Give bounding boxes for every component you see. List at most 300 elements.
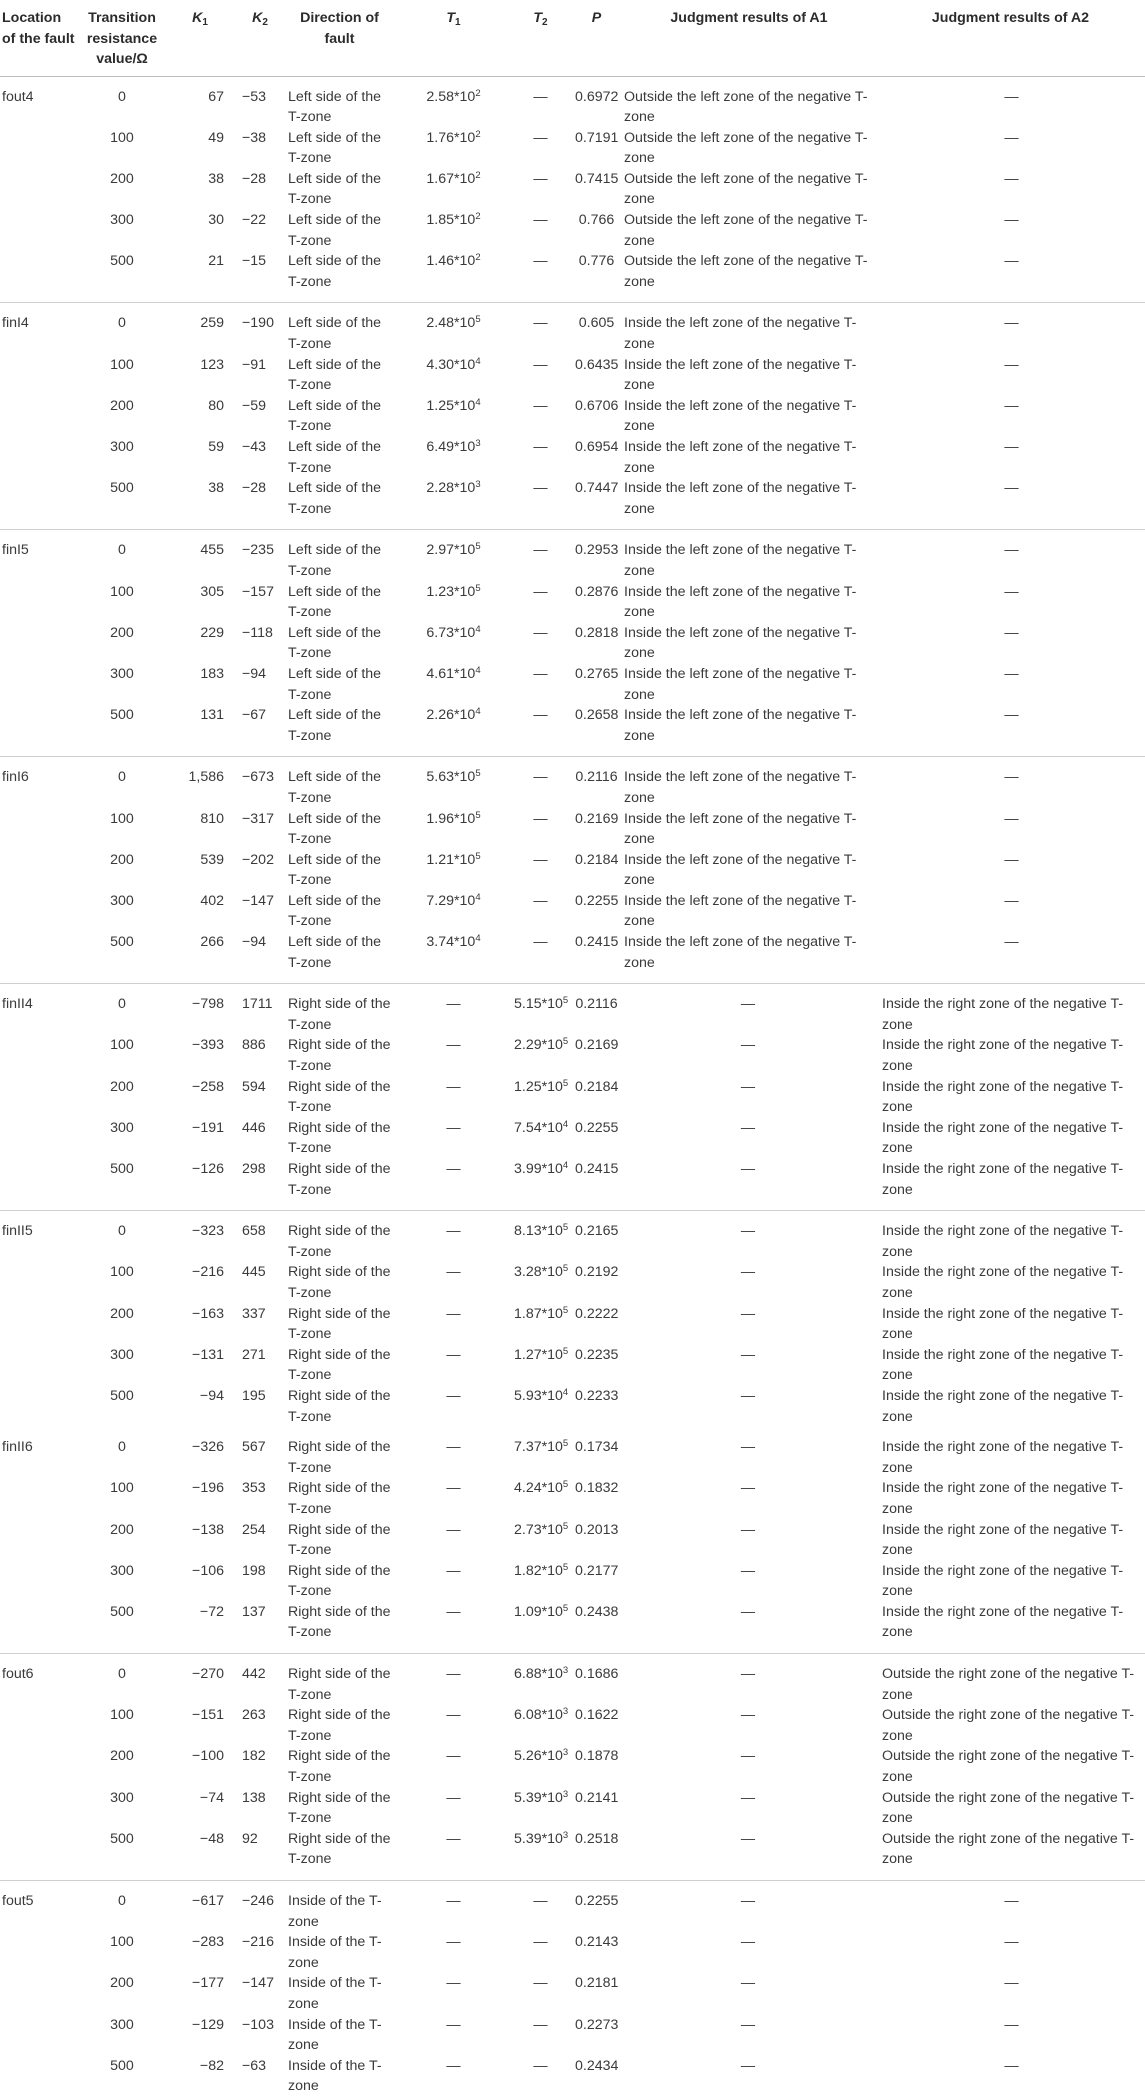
cell-t2: — xyxy=(533,892,548,909)
cell-judgment-a1: — xyxy=(622,1602,876,1654)
cell-t1: — xyxy=(446,1707,461,1724)
cell-transition-resistance: 300 xyxy=(110,1562,134,1579)
cell-judgment-a1: Inside the left zone of the negative T-zone xyxy=(624,665,857,703)
cell-transition-resistance: 100 xyxy=(110,810,134,827)
cell-judgment-a2: — xyxy=(1004,583,1019,600)
table-row xyxy=(0,1211,1145,1263)
cell-t1: — xyxy=(446,1480,461,1497)
cell-location xyxy=(0,437,82,478)
table-row xyxy=(0,251,1145,303)
cell-judgment-a1: Inside the left zone of the negative T-zone xyxy=(624,356,857,394)
cell-judgment-a1: Inside the left zone of the negative T-zone xyxy=(622,478,876,530)
table-row xyxy=(0,757,1145,809)
cell-direction: Inside of the T-zone xyxy=(288,1975,382,2012)
cell-k2: 658 xyxy=(242,1223,266,1240)
cell-p: 0.2116 xyxy=(575,769,618,786)
cell-p: 0.605 xyxy=(578,315,615,332)
cell-judgment-a1: — xyxy=(622,1829,876,1881)
cell-p: 0.7415 xyxy=(575,170,619,187)
cell-judgment-a1: Outside the left zone of the negative T-zone xyxy=(624,212,868,249)
cell-judgment-a2: Inside the right zone of the negative T-zone xyxy=(882,1439,1124,1476)
cell-p: 0.2518 xyxy=(571,1829,622,1881)
cell-k1: 229 xyxy=(200,624,224,641)
cell-k1: −72 xyxy=(162,1602,238,1654)
cell-k2: −63 xyxy=(242,2057,267,2074)
cell-transition-resistance: 100 xyxy=(110,1037,134,1054)
table-row xyxy=(0,1035,1145,1076)
table-row xyxy=(0,1077,1145,1118)
cell-k1: 80 xyxy=(208,397,224,414)
table-row xyxy=(0,1973,1145,2014)
cell-t1: $4.61*10^4$ xyxy=(426,664,481,682)
cell-k2: −43 xyxy=(242,439,267,455)
cell-p: 0.2013 xyxy=(575,1521,619,1538)
cell-k1: −94 xyxy=(199,1387,224,1404)
cell-k1: 67 xyxy=(208,88,224,105)
cell-judgment-a1: Inside the left zone of the negative T-zone xyxy=(624,892,857,930)
cell-t2: $5.39*10^3$ xyxy=(510,1829,571,1881)
cell-direction: Left side of the T-zone xyxy=(288,356,382,394)
cell-judgment-a2: — xyxy=(876,705,1145,757)
table-row xyxy=(0,1262,1145,1303)
cell-t2: — xyxy=(533,583,548,600)
cell-judgment-a1: — xyxy=(740,1666,756,1683)
cell-judgment-a2: Inside the right zone of the negative T-zone xyxy=(876,1602,1145,1654)
cell-judgment-a1: Outside the left zone of the negative T-zone xyxy=(622,251,876,303)
table-row xyxy=(0,478,1145,530)
cell-t1: — xyxy=(446,2057,461,2074)
header-k2: $K_2$ xyxy=(238,0,282,76)
table-row xyxy=(0,984,1145,1036)
cell-p: 0.2169 xyxy=(575,1037,619,1054)
cell-p: 0.7191 xyxy=(575,129,619,146)
cell-t2: — xyxy=(533,88,548,105)
cell-judgment-a2: — xyxy=(1004,397,1019,414)
cell-judgment-a2: Inside the right zone of the negative T-zone xyxy=(882,1119,1124,1157)
cell-t2: $5.26*10^3$ xyxy=(514,1747,569,1765)
cell-judgment-a2: Inside the right zone of the negative T-zone xyxy=(882,1521,1124,1559)
cell-p: 0.2165 xyxy=(575,1223,619,1240)
cell-location xyxy=(0,1746,82,1787)
table-row xyxy=(0,850,1145,891)
cell-k1: 49 xyxy=(208,129,224,146)
table-row xyxy=(0,705,1145,757)
cell-k2: −216 xyxy=(242,1934,274,1951)
cell-t1: $3.74*10^4$ xyxy=(397,932,510,984)
cell-judgment-a2: — xyxy=(1004,892,1019,909)
cell-judgment-a2: Inside the right zone of the negative T-zone xyxy=(882,1346,1124,1384)
cell-judgment-a1: — xyxy=(740,1748,756,1765)
cell-judgment-a2: Inside the right zone of the negative T-zone xyxy=(882,1562,1124,1600)
cell-location: finI5 xyxy=(2,542,29,559)
cell-k2: −673 xyxy=(242,769,274,786)
table-row xyxy=(0,1881,1145,1933)
cell-location xyxy=(0,850,82,891)
cell-transition-resistance: 500 xyxy=(82,478,162,530)
cell-k2: 337 xyxy=(242,1305,266,1322)
cell-k1: −129 xyxy=(192,2016,224,2033)
table-row xyxy=(0,128,1145,169)
cell-t1: — xyxy=(446,1264,461,1281)
cell-p: 0.2255 xyxy=(575,1119,619,1136)
cell-location xyxy=(0,251,82,303)
table-row xyxy=(0,210,1145,251)
cell-judgment-a1: — xyxy=(740,1387,756,1404)
table-row xyxy=(0,1427,1145,1478)
table-row xyxy=(0,1304,1145,1345)
cell-judgment-a1: Inside the left zone of the negative T-zone xyxy=(624,624,857,662)
cell-k2: −190 xyxy=(242,315,274,332)
cell-t1: — xyxy=(397,1602,510,1654)
cell-k1: 259 xyxy=(200,315,224,332)
cell-t2: $2.29*10^5$ xyxy=(514,1036,569,1054)
cell-t2: — xyxy=(533,624,548,641)
cell-location xyxy=(0,478,82,530)
cell-transition-resistance: 200 xyxy=(110,1078,134,1095)
cell-direction: Right side of the T-zone xyxy=(288,1521,391,1559)
cell-p: 0.2876 xyxy=(575,583,619,600)
cell-judgment-a1: — xyxy=(740,1078,756,1095)
cell-judgment-a2: — xyxy=(1004,851,1019,868)
cell-judgment-a2: — xyxy=(876,251,1145,303)
cell-judgment-a2: — xyxy=(1004,810,1019,827)
cell-judgment-a2: Inside the right zone of the negative T-zone xyxy=(882,1387,1124,1425)
cell-p: 0.2658 xyxy=(571,705,622,757)
cell-location xyxy=(0,664,82,705)
cell-t1: $1.67*10^2$ xyxy=(426,169,481,187)
cell-transition-resistance: 0 xyxy=(118,315,126,332)
cell-t2: — xyxy=(533,1975,548,1992)
cell-judgment-a2: Inside the right zone of the negative T-zone xyxy=(882,1223,1124,1260)
cell-judgment-a2: Inside the right zone of the negative T-zone xyxy=(882,1078,1124,1116)
table-row xyxy=(0,1829,1145,1881)
cell-location xyxy=(0,1304,82,1345)
cell-transition-resistance: 200 xyxy=(110,851,134,868)
cell-location xyxy=(0,396,82,437)
cell-judgment-a2: — xyxy=(1004,356,1019,373)
table-row xyxy=(0,664,1145,705)
table-row xyxy=(0,437,1145,478)
cell-k1: −151 xyxy=(192,1707,224,1724)
cell-transition-resistance: 0 xyxy=(118,1439,126,1456)
cell-p: 0.6972 xyxy=(575,88,619,105)
cell-judgment-a1: Inside the left zone of the negative T-zone xyxy=(624,583,857,621)
cell-location xyxy=(0,623,82,664)
cell-transition-resistance: 100 xyxy=(110,129,134,146)
cell-t1: $6.49*10^3$ xyxy=(426,438,481,455)
cell-k2: −94 xyxy=(242,665,267,682)
cell-k2: 594 xyxy=(242,1078,266,1095)
cell-location xyxy=(0,932,82,984)
cell-p: 0.2255 xyxy=(575,1893,619,1909)
cell-location: fout4 xyxy=(2,88,34,105)
cell-location xyxy=(0,128,82,169)
cell-judgment-a1: — xyxy=(740,1893,756,1909)
cell-transition-resistance: 300 xyxy=(110,892,134,909)
cell-k1: −177 xyxy=(192,1975,224,1992)
cell-t2: — xyxy=(510,932,571,984)
cell-t1: $2.58*10^2$ xyxy=(426,87,481,105)
cell-direction: Left side of the T-zone xyxy=(288,769,382,806)
cell-transition-resistance: 0 xyxy=(118,1223,126,1240)
cell-judgment-a2: Outside the right zone of the negative T-zone xyxy=(882,1748,1135,1786)
cell-k1: −216 xyxy=(192,1264,224,1281)
cell-judgment-a2: — xyxy=(1004,129,1019,146)
cell-direction: Right side of the T-zone xyxy=(288,1707,391,1744)
cell-direction: Inside of the T-zone xyxy=(288,1893,382,1930)
cell-t1: — xyxy=(446,1893,461,1909)
cell-transition-resistance: 300 xyxy=(110,1346,134,1363)
cell-direction: Right side of the T-zone xyxy=(288,1119,391,1157)
cell-t1: $4.30*10^4$ xyxy=(426,355,481,373)
cell-transition-resistance: 500 xyxy=(82,705,162,757)
cell-p: 0.6954 xyxy=(575,439,619,455)
cell-t1: — xyxy=(397,1829,510,1881)
cell-k2: 254 xyxy=(242,1521,266,1538)
cell-transition-resistance: 500 xyxy=(82,1159,162,1211)
cell-judgment-a1: Outside the left zone of the negative T-zone xyxy=(624,170,868,208)
cell-location xyxy=(0,1077,82,1118)
cell-t2: $5.15*10^5$ xyxy=(514,995,569,1013)
cell-k1: −283 xyxy=(192,1934,224,1951)
cell-t1: $2.28*10^3$ xyxy=(397,478,510,530)
cell-transition-resistance: 200 xyxy=(110,1305,134,1322)
cell-k2: −118 xyxy=(242,624,273,641)
cell-t1: $1.21*10^5$ xyxy=(426,850,481,868)
cell-judgment-a1: Outside the left zone of the negative T-zone xyxy=(624,129,868,167)
cell-k2: −103 xyxy=(242,2016,274,2033)
cell-p: 0.2184 xyxy=(575,851,619,868)
table-row xyxy=(0,355,1145,396)
cell-p: 0.1622 xyxy=(575,1707,619,1724)
cell-k1: −163 xyxy=(192,1305,224,1322)
cell-t2: $1.27*10^5$ xyxy=(514,1345,569,1363)
cell-k2: −202 xyxy=(242,851,274,868)
cell-k1: 402 xyxy=(200,892,224,909)
cell-k2: −59 xyxy=(242,397,267,414)
cell-t1: — xyxy=(446,1975,461,1992)
cell-direction: Left side of the T-zone xyxy=(288,170,382,208)
cell-k2: 445 xyxy=(242,1264,266,1281)
cell-t2: $3.28*10^5$ xyxy=(514,1263,569,1281)
cell-transition-resistance: 300 xyxy=(110,439,134,455)
cell-t1: $6.73*10^4$ xyxy=(426,623,481,641)
cell-location xyxy=(0,2015,82,2056)
cell-k1: 38 xyxy=(162,478,238,530)
cell-t2: — xyxy=(533,129,548,146)
cell-p: 0.2222 xyxy=(575,1305,619,1322)
cell-k1: −106 xyxy=(192,1562,224,1579)
cell-direction: Left side of the T-zone xyxy=(282,705,397,757)
cell-transition-resistance: 0 xyxy=(118,88,126,105)
cell-t1: — xyxy=(446,1078,461,1095)
cell-location xyxy=(0,1262,82,1303)
cell-k1: −100 xyxy=(192,1748,224,1765)
cell-t2: $3.99*10^4$ xyxy=(510,1159,571,1211)
cell-direction: Right side of the T-zone xyxy=(288,1264,391,1301)
cell-p: 0.2953 xyxy=(575,542,619,559)
cell-direction: Left side of the T-zone xyxy=(282,251,397,303)
cell-transition-resistance: 100 xyxy=(110,1480,134,1497)
cell-t2: $5.39*10^3$ xyxy=(514,1788,569,1806)
cell-k2: −53 xyxy=(242,88,267,105)
cell-k2: −22 xyxy=(242,212,267,229)
cell-t2: — xyxy=(533,665,548,682)
cell-direction: Right side of the T-zone xyxy=(288,1305,391,1343)
cell-k1: −326 xyxy=(192,1439,224,1456)
cell-t2: — xyxy=(533,769,548,786)
cell-judgment-a1: Inside the left zone of the negative T-zone xyxy=(622,932,876,984)
cell-judgment-a1: — xyxy=(740,1305,756,1322)
cell-k1: −258 xyxy=(192,1078,224,1095)
table-row xyxy=(0,1705,1145,1746)
cell-judgment-a2: — xyxy=(1004,1975,1019,1992)
cell-p: 0.1686 xyxy=(575,1666,619,1683)
cell-t1: — xyxy=(446,1223,461,1240)
cell-t1: $2.26*10^4$ xyxy=(397,705,510,757)
cell-transition-resistance: 100 xyxy=(110,1264,134,1281)
cell-judgment-a2: — xyxy=(1004,624,1019,641)
cell-k2: −28 xyxy=(242,170,267,187)
cell-t1: — xyxy=(446,1748,461,1765)
cell-t2: $6.88*10^3$ xyxy=(514,1665,569,1683)
cell-k2: 886 xyxy=(242,1037,266,1054)
cell-k1: −126 xyxy=(162,1159,238,1211)
cell-location xyxy=(0,1829,82,1881)
cell-judgment-a2: — xyxy=(1004,542,1019,559)
cell-k1: 123 xyxy=(200,356,224,373)
cell-k1: −74 xyxy=(199,1789,224,1806)
header-location: Location of the fault xyxy=(0,0,82,76)
table-row xyxy=(0,1118,1145,1159)
cell-t1: — xyxy=(397,1159,510,1211)
cell-p: 0.2177 xyxy=(575,1562,619,1579)
cell-location xyxy=(0,705,82,757)
header-transition-resistance: Transition resistance value/Ω xyxy=(82,0,162,76)
cell-transition-resistance: 500 xyxy=(82,932,162,984)
cell-k2: 353 xyxy=(242,1480,266,1497)
cell-p: 0.2434 xyxy=(575,2057,619,2074)
cell-judgment-a2: Outside the right zone of the negative T-zone xyxy=(876,1829,1145,1881)
cell-judgment-a1: — xyxy=(740,2057,756,2074)
cell-location: fout5 xyxy=(2,1893,34,1909)
cell-location xyxy=(0,210,82,251)
cell-direction: Left side of the T-zone xyxy=(288,439,382,476)
cell-p: 0.1734 xyxy=(575,1439,619,1456)
cell-location: fout6 xyxy=(2,1666,34,1683)
cell-k2: −157 xyxy=(242,583,274,600)
cell-p: 0.2415 xyxy=(571,932,622,984)
cell-t2: — xyxy=(533,170,548,187)
cell-direction: Left side of the T-zone xyxy=(288,892,382,930)
cell-t1: — xyxy=(446,996,461,1013)
cell-t1: — xyxy=(446,1037,461,1054)
cell-transition-resistance: 100 xyxy=(110,356,134,373)
cell-judgment-a1: — xyxy=(740,1707,756,1724)
table-row xyxy=(0,396,1145,437)
cell-t2: — xyxy=(533,542,548,559)
cell-judgment-a1: — xyxy=(740,1521,756,1538)
cell-p: 0.2141 xyxy=(575,1789,619,1806)
cell-k2: 138 xyxy=(242,1789,266,1806)
cell-judgment-a2: Inside the right zone of the negative T-zone xyxy=(882,1305,1124,1343)
cell-k2: −94 xyxy=(238,932,282,984)
cell-t1: $1.76*10^2$ xyxy=(426,128,481,146)
cell-t2: — xyxy=(533,810,548,827)
cell-k2: 271 xyxy=(242,1346,266,1363)
cell-k1: 21 xyxy=(162,251,238,303)
cell-t2: — xyxy=(510,251,571,303)
cell-p: 0.2438 xyxy=(571,1602,622,1654)
cell-transition-resistance: 100 xyxy=(110,1934,134,1951)
cell-transition-resistance: 0 xyxy=(118,1893,126,1909)
cell-judgment-a2: — xyxy=(1004,1893,1019,1909)
cell-k2: 198 xyxy=(242,1562,266,1579)
cell-transition-resistance: 200 xyxy=(110,1521,134,1538)
cell-t1: — xyxy=(446,1666,461,1683)
cell-direction: Inside of the T-zone xyxy=(288,2057,382,2095)
cell-location: finII6 xyxy=(2,1439,33,1456)
cell-k1: 266 xyxy=(162,932,238,984)
cell-judgment-a1: Inside the left zone of the negative T-zone xyxy=(624,315,857,353)
cell-direction: Left side of the T-zone xyxy=(288,212,382,249)
cell-k2: −15 xyxy=(238,251,282,303)
cell-judgment-a1: — xyxy=(740,996,756,1013)
cell-t1: $1.46*10^2$ xyxy=(397,251,510,303)
table-row xyxy=(0,1520,1145,1561)
cell-t2: $7.54*10^4$ xyxy=(514,1118,569,1136)
cell-judgment-a1: Inside the left zone of the negative T-zone xyxy=(624,769,857,806)
cell-t1: $1.23*10^5$ xyxy=(426,582,481,600)
table-row xyxy=(0,76,1145,128)
table-row xyxy=(0,530,1145,582)
header-t2: $T_2$ xyxy=(510,0,571,76)
cell-direction: Right side of the T-zone xyxy=(288,996,391,1033)
table-body xyxy=(0,76,1145,2097)
cell-p: 0.2192 xyxy=(575,1264,619,1281)
cell-direction: Right side of the T-zone xyxy=(288,1666,391,1703)
cell-direction: Left side of the T-zone xyxy=(288,665,382,703)
cell-p: 0.2818 xyxy=(575,624,619,641)
cell-k1: −48 xyxy=(162,1829,238,1881)
cell-direction: Right side of the T-zone xyxy=(288,1037,391,1075)
cell-judgment-a1: — xyxy=(740,1934,756,1951)
table-row xyxy=(0,623,1145,664)
cell-location xyxy=(0,1159,82,1211)
cell-judgment-a1: Inside the left zone of the negative T-zone xyxy=(624,439,857,476)
cell-judgment-a2: — xyxy=(1004,88,1019,105)
cell-judgment-a1: — xyxy=(740,1119,756,1136)
cell-judgment-a2: Outside the right zone of the negative T-zone xyxy=(882,1707,1135,1744)
cell-transition-resistance: 0 xyxy=(118,996,126,1013)
cell-direction: Left side of the T-zone xyxy=(288,810,382,848)
cell-transition-resistance: 300 xyxy=(110,665,134,682)
cell-p: 0.2184 xyxy=(575,1078,619,1095)
cell-judgment-a1: Inside the left zone of the negative T-zone xyxy=(624,810,857,848)
table-row xyxy=(0,1602,1145,1654)
cell-judgment-a2: — xyxy=(1004,2016,1019,2033)
cell-t1: — xyxy=(446,1521,461,1538)
cell-transition-resistance: 500 xyxy=(82,251,162,303)
cell-judgment-a1: — xyxy=(740,1346,756,1363)
cell-t1: — xyxy=(446,1387,461,1404)
cell-t1: — xyxy=(446,1439,461,1456)
cell-judgment-a1: Outside the left zone of the negative T-zone xyxy=(624,88,868,126)
table-row xyxy=(0,169,1145,210)
cell-location xyxy=(0,1478,82,1519)
cell-t2: — xyxy=(533,356,548,373)
cell-p: 0.1832 xyxy=(575,1480,619,1497)
